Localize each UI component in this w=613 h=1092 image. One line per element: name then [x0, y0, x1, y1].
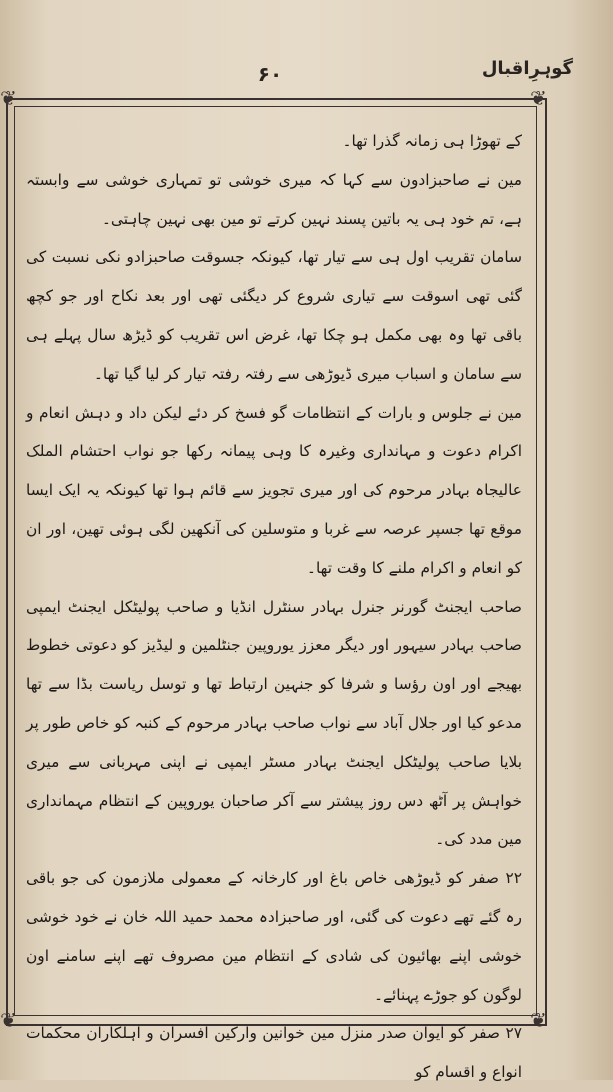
- corner-ornament-bottom-left-icon: ❦: [0, 1008, 17, 1032]
- paragraph: سامان تقریب اول ہی سے تیار تھا، کیونکہ جسوقت صاحبزادو نکی نسبت کی گئی تھی اسوقت سے تیاری شروع کر دیگئی تھی اور بعد نکاح اور جو کچھ باقی تھا وہ بھی مکمل ہو چکا تھا، غرض اس تقریب کو ڈیڑھ سال پہلے ہی سے سامان و اسباب میری ڈیوڑھی سے رفتہ رفتہ تیار کر لیا گیا تھا۔: [26, 248, 522, 383]
- paragraph: کے تھوڑا ہی زمانہ گذرا تھا۔: [342, 132, 522, 150]
- paragraph: ۲۲ صفر کو ڈیوڑھی خاص باغ اور کارخانہ کے معمولی ملازمون کی جو باقی رہ گئے تھے دعوت کی گئی، اور صاحبزادہ محمد حمید اللہ خان نے خود خوشی خوشی اپنے بھائیون کی شادی کے انتظام مین مصروف تھے اپنے سامنے اون لوگون کو جوڑے پہنائے۔: [26, 869, 522, 1004]
- paragraph: مین نے صاحبزادون سے کہا کہ میری خوشی تو تمہاری خوشی سے وابستہ ہے، تم خود ہی یہ باتین پسند نہین کرتے تو مین بھی نہین چاہتی۔: [26, 170, 522, 228]
- paragraph: صاحب ایجنٹ گورنر جنرل بہادر سنٹرل انڈیا و صاحب پولیٹکل ایجنٹ ایمپی صاحب بہادر سیہور اور دیگر معزز یوروپین جنٹلمین و لیڈیز کو دعوتی خطوط بھیجے اور اون رؤسا و شرفا کو جنہین ارتباط تھا و توسل ریاست بڈا سے تھا مدعو کیا اور جلال آباد سے نواب صاحب بہادر مرحوم کے کنبہ کو خاص طور پر بلایا صاحب پولیٹکل ایجنٹ بہادر مسٹر ایمپی نے اپنی مہربانی سے میری خواہش پر آٹھ دس روز پیشتر سے آکر صاحبان یوروپین کے انتظام مہمانداری مین مدد کی۔: [26, 597, 522, 849]
- corner-ornament-top-left-icon: ❦: [0, 86, 17, 110]
- corner-ornament-top-right-icon: ❦: [530, 86, 547, 110]
- paragraph: ۲۷ صفر کو ایوان صدر منزل مین خوانین وارکین افسران و اہلکاران محکمات انواع و اقسام کو: [26, 1024, 522, 1082]
- corner-ornament-bottom-right-icon: ❦: [530, 1008, 547, 1032]
- page-number: ۶۰: [257, 62, 283, 86]
- body-text: [26, 122, 522, 1082]
- running-header-title: گوہرِاقبال: [481, 58, 573, 79]
- paragraph: مین نے جلوس و بارات کے انتظامات گو فسخ کر دئے لیکن داد و دہش انعام و اکرام دعوت و مہانداری وغیرہ کا وہی پیمانہ رکھا جو نواب احتشام الملک عالیجاہ بہادر مرحوم کی اور میری تجویز سے قائم ہوا تھا کیونکہ یہ ایک ایسا موقع تھا جسپر عرصہ سے غربا و متوسلین کی آنکھین لگی ہوئی تھین، اور ان کو انعام و اکرام ملنے کا وقت تھا۔: [26, 403, 522, 577]
